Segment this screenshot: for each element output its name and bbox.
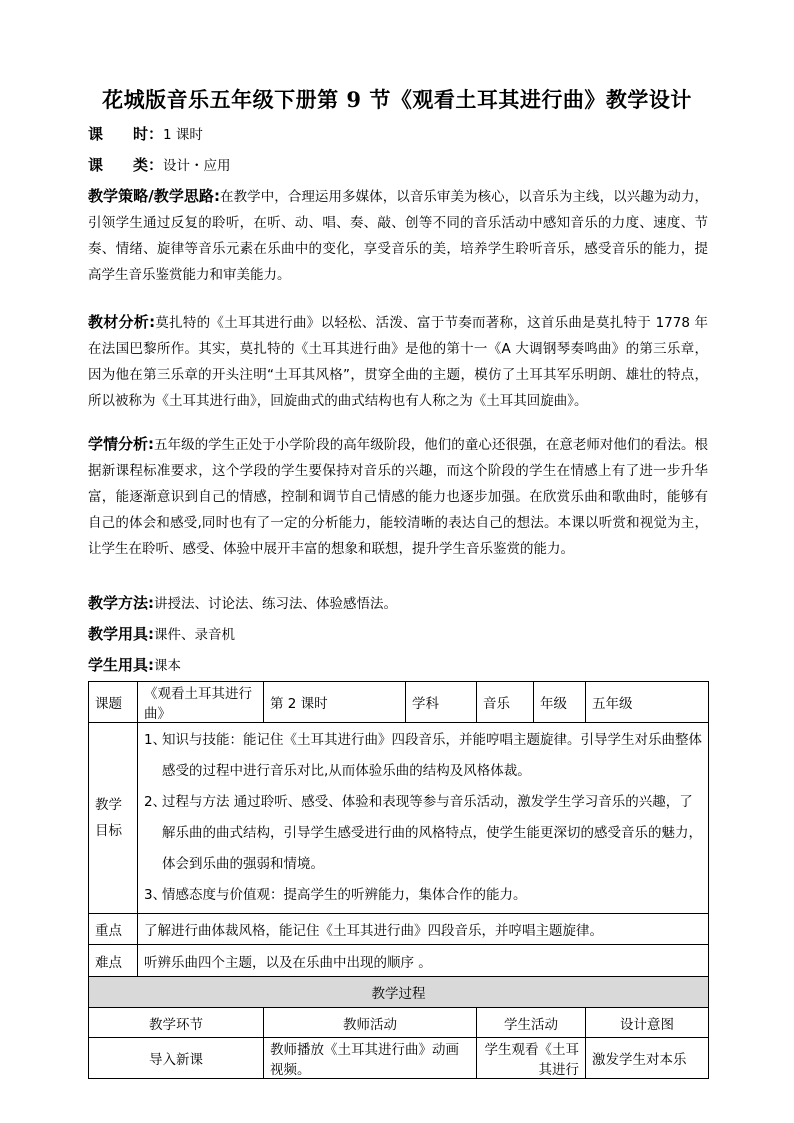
strategy-text: 在教学中，合理运用多媒体，以音乐审美为核心，以音乐为主线，以兴趣为动力，引领学生通过反复的聆听，在听、动、唱、奏、敲、创等不同的音乐活动中感知音乐的力度、速度、节奏、情绪、旋律等音乐元素在乐曲中的变化，享受音乐的美，培养学生聆听音乐，感受音乐的能力，提高学生音乐鉴赏能力和审美能力。 — [88, 189, 708, 283]
student-analysis-label: 学情分析: — [88, 435, 155, 453]
material-analysis-label: 教材分析: — [88, 313, 156, 331]
class-hours-line — [88, 124, 708, 145]
document-title: 花城版音乐五年级下册第 9 节《观看土耳其进行曲》教学设计 — [102, 87, 692, 112]
teaching-tools-label: 教学用具: — [88, 625, 154, 643]
difficulty-text-cell: 听辨乐曲四个主题，以及在乐曲中出现的顺序 。 — [138, 945, 709, 977]
difficulty-label-cell: 难点 — [89, 945, 138, 977]
student-column-header: 学生活动 — [477, 1008, 586, 1038]
class-type-line — [88, 155, 708, 176]
table-row — [89, 914, 709, 945]
table-row — [89, 723, 709, 914]
process-header-cell: 教学过程 — [89, 977, 709, 1008]
material-analysis-section — [88, 309, 708, 414]
intent-column-header: 设计意图 — [586, 1008, 709, 1038]
table-row — [89, 945, 709, 977]
teacher-column-header: 教师活动 — [264, 1008, 477, 1038]
teaching-method-label: 教学方法: — [88, 594, 154, 612]
key-point-text-cell: 了解进行曲体裁风格，能记住《土耳其进行曲》四段音乐，并哼唱主题旋律。 — [138, 914, 709, 945]
goals-label-cell: 教学目标 — [89, 723, 138, 914]
teaching-tools-line — [88, 624, 708, 645]
student-activity-cell: 学生观看《土耳其进行 — [477, 1038, 586, 1079]
student-analysis-section — [88, 431, 708, 562]
key-point-label-cell: 重点 — [89, 914, 138, 945]
teaching-method-text: 讲授法、讨论法、练习法、体验感悟法。 — [154, 596, 397, 612]
class-hours-label: 课 时： — [88, 125, 164, 143]
lesson-number-cell: 第 2 课时 — [264, 682, 406, 723]
table-row — [89, 682, 709, 723]
lesson-plan-table — [88, 681, 709, 1079]
goals-cell — [138, 723, 709, 914]
topic-value-cell: 《观看土耳其进行曲》 — [138, 682, 264, 723]
topic-label-cell: 课题 — [89, 682, 138, 723]
stage-column-header: 教学环节 — [89, 1008, 264, 1038]
design-intent-cell: 激发学生对本乐 — [586, 1038, 709, 1079]
student-analysis-text: 五年级的学生正处于小学阶段的高年级阶段，他们的童心还很强，在意老师对他们的看法。根据新课程标准要求，这个学段的学生要保持对音乐的兴趣，而这个阶段的学生在情感上有了进一步升华富，能逐渐意识到自己的情感，控制和调节自己情感的能力也逐步加强。在欣赏乐曲和歌曲时，能够有自己的体会和感受,同时也有了一定的分析能力，能较清晰的表达自己的想法。本课以听赏和视觉为主，让学生在聆听、感受、体验中展开丰富的想象和联想，提升学生音乐鉴赏的能力。 — [88, 437, 709, 557]
student-tools-text: 课本 — [154, 658, 181, 674]
student-tools-label: 学生用具: — [88, 656, 154, 674]
teaching-tools-text: 课件、录音机 — [154, 627, 235, 643]
strategy-label: 教学策略/教学思路: — [88, 187, 220, 205]
material-analysis-text: 莫扎特的《土耳其进行曲》以轻松、活泼、富于节奏而著称，这首乐曲是莫扎特于 1778 年在法国巴黎所作。其实，莫扎特的《土耳其进行曲》是他的第十一《A 大调钢琴奏鸣曲》的第三乐章，因为他在第三乐章的开头注明“土耳其风格”，贯穿全曲的主题，模仿了土耳其军乐明朗、雄壮的特点，所以被称为《土耳其进行曲》，回旋曲式的曲式结构也有人称之为《土耳其回旋曲》。 — [88, 315, 708, 409]
teacher-activity-cell: 教师播放《土耳其进行曲》动画视频。 — [264, 1038, 477, 1079]
subject-value-cell: 音乐 — [477, 682, 534, 723]
class-type-value: 设计・应用 — [163, 158, 231, 174]
subject-label-cell: 学科 — [406, 682, 477, 723]
class-hours-value: 1 课时 — [163, 127, 203, 143]
stage-cell: 导入新课 — [89, 1038, 264, 1079]
teaching-method-line — [88, 593, 708, 614]
table-row — [89, 1008, 709, 1038]
table-row — [89, 977, 709, 1008]
table-row — [89, 1038, 709, 1079]
grade-value-cell: 五年级 — [586, 682, 709, 723]
student-tools-line — [88, 655, 708, 676]
strategy-section — [88, 183, 708, 288]
class-type-label: 课 类： — [88, 156, 164, 174]
goal-item: 1、知识与技能：能记住《土耳其进行曲》四段音乐，并能哼唱主题旋律。引导学生对乐曲整体感受的过程中进行音乐对比,从而体验乐曲的结构及风格体裁。 — [144, 732, 702, 779]
goal-item: 3、情感态度与价值观：提高学生的听辨能力，集体合作的能力。 — [144, 887, 527, 903]
goal-item: 2、过程与方法 通过聆听、感受、体验和表现等参与音乐活动，激发学生学习音乐的兴趣，了解乐曲的曲式结构，引导学生感受进行曲的风格特点，使学生能更深切的感受音乐的魅力，体会到乐曲的强弱和情境。 — [144, 794, 702, 872]
grade-label-cell: 年级 — [534, 682, 586, 723]
